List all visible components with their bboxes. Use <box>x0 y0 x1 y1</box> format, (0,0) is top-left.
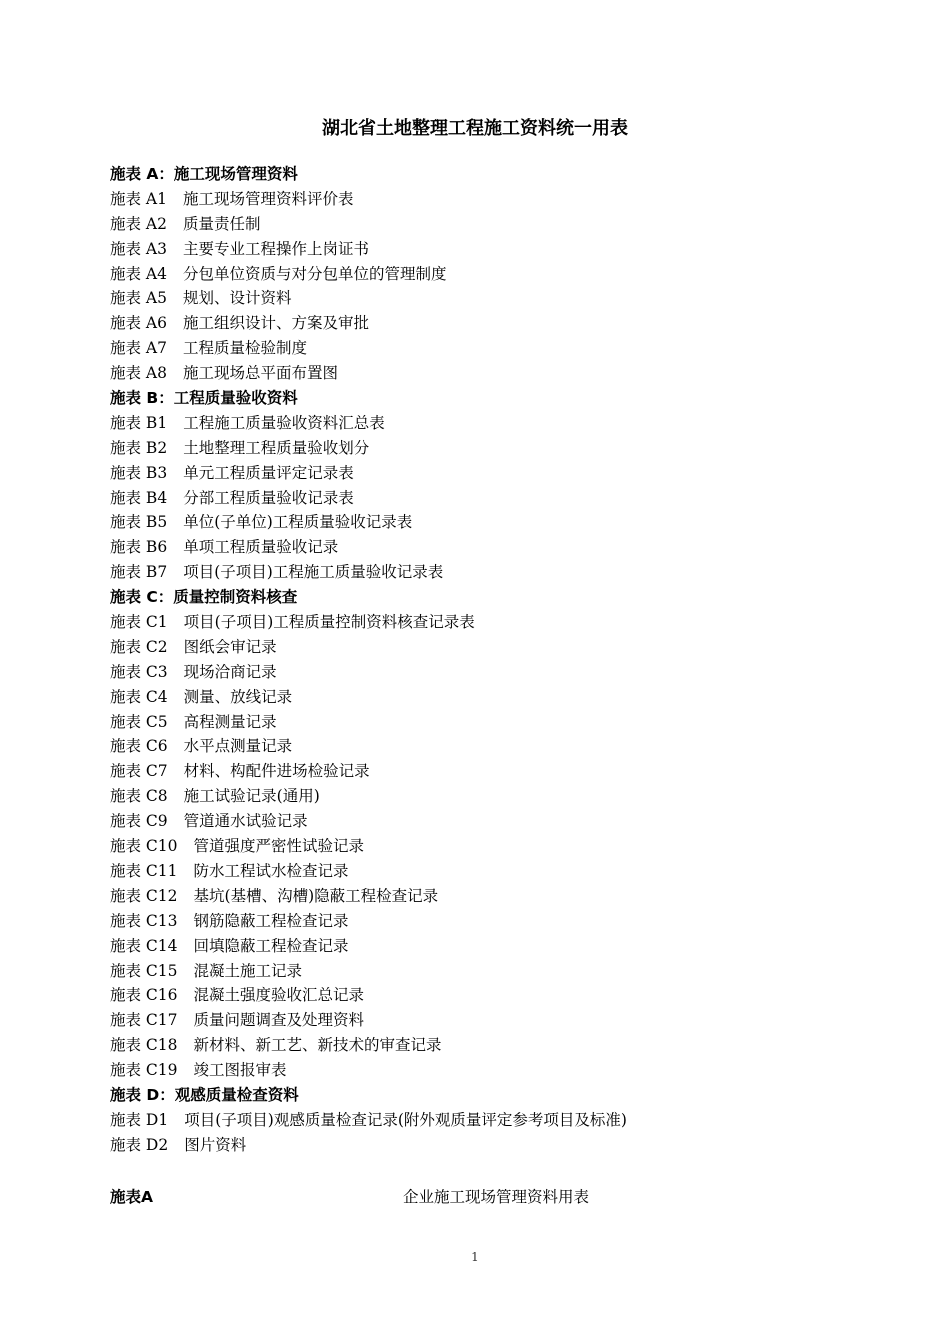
form-code: 施表 C17 <box>110 1011 178 1030</box>
section-heading: 施表 A：施工现场管理资料 <box>110 165 298 183</box>
list-item <box>110 1033 627 1058</box>
form-code: 施表 C3 <box>110 662 168 681</box>
form-code: 施表 A8 <box>110 364 167 383</box>
list-item <box>110 660 627 685</box>
form-title: 土地整理工程质量验收划分 <box>183 438 370 457</box>
form-code: 施表 B1 <box>110 413 168 432</box>
form-title: 主要专业工程操作上岗证书 <box>182 239 369 258</box>
list-item <box>110 710 627 735</box>
list-item <box>110 859 627 884</box>
list-item <box>110 809 627 834</box>
form-title: 材料、构配件进场检验记录 <box>183 762 370 781</box>
list-item <box>110 262 627 287</box>
form-title: 单元工程质量评定记录表 <box>183 463 354 482</box>
form-code: 施表 A2 <box>110 214 167 233</box>
form-title: 图片资料 <box>184 1135 247 1154</box>
form-title: 质量责任制 <box>182 214 261 233</box>
form-title: 水平点测量记录 <box>183 737 293 756</box>
form-code: 施表 D2 <box>110 1135 169 1154</box>
footer-form-title: 企业施工现场管理资料用表 <box>403 1188 590 1206</box>
form-title: 混凝土强度验收汇总记录 <box>193 986 365 1005</box>
list-item <box>110 510 627 535</box>
list-item <box>110 237 627 262</box>
list-item <box>110 535 627 560</box>
form-title: 图纸会审记录 <box>183 637 277 656</box>
form-code: 施表 A1 <box>110 189 167 208</box>
form-code: 施表 C14 <box>110 936 178 955</box>
form-code: 施表 C11 <box>110 861 178 880</box>
list-item <box>110 212 627 237</box>
page-number: 1 <box>471 1250 479 1264</box>
list-item <box>110 560 627 585</box>
form-code: 施表 D1 <box>110 1110 169 1129</box>
list-item <box>110 685 627 710</box>
form-title: 现场洽商记录 <box>183 662 277 681</box>
list-item <box>110 436 627 461</box>
form-title: 混凝土施工记录 <box>193 961 303 980</box>
form-code: 施表 C4 <box>110 687 168 706</box>
form-code: 施表 A3 <box>110 239 167 258</box>
form-title: 高程测量记录 <box>183 712 277 731</box>
footer-form-label: 施表A <box>110 1188 153 1206</box>
list-item <box>110 635 627 660</box>
form-code: 施表 C15 <box>110 961 178 980</box>
table-of-contents <box>110 162 627 1158</box>
page-title: 湖北省土地整理工程施工资料统一用表 <box>322 118 628 139</box>
form-title: 竣工图报审表 <box>193 1061 287 1080</box>
form-code: 施表 B3 <box>110 463 168 482</box>
section-heading: 施表 C：质量控制资料核查 <box>110 588 298 607</box>
list-item <box>110 486 627 511</box>
form-title: 工程施工质量验收资料汇总表 <box>183 413 385 432</box>
form-code: 施表 C12 <box>110 886 178 905</box>
form-title: 管道强度严密性试验记录 <box>193 837 365 856</box>
list-item <box>110 909 627 934</box>
form-title: 测量、放线记录 <box>183 687 293 706</box>
list-item <box>110 1008 627 1033</box>
form-code: 施表 C10 <box>110 837 178 856</box>
form-code: 施表 C2 <box>110 637 168 656</box>
form-code: 施表 C16 <box>110 986 178 1005</box>
list-item <box>110 884 627 909</box>
list-item <box>110 610 627 635</box>
form-code: 施表 C8 <box>110 787 168 806</box>
form-title: 项目(子项目)观感质量检查记录(附外观质量评定参考项目及标准) <box>184 1110 627 1129</box>
form-code: 施表 C13 <box>110 911 178 930</box>
list-item <box>110 934 627 959</box>
list-item <box>110 311 627 336</box>
section-heading: 施表 D：观感质量检查资料 <box>110 1085 299 1104</box>
form-code: 施表 C18 <box>110 1036 178 1055</box>
list-item <box>110 759 627 784</box>
list-item <box>110 411 627 436</box>
list-item <box>110 187 627 212</box>
form-title: 回填隐蔽工程检查记录 <box>193 936 349 955</box>
form-code: 施表 C6 <box>110 737 168 756</box>
form-code: 施表 C1 <box>110 613 168 632</box>
form-code: 施表 B4 <box>110 488 168 507</box>
list-item <box>110 959 627 984</box>
form-code: 施表 A5 <box>110 289 167 308</box>
list-item <box>110 461 627 486</box>
list-item <box>110 1108 627 1133</box>
form-title: 规划、设计资料 <box>182 289 292 308</box>
form-code: 施表 B7 <box>110 563 168 582</box>
form-code: 施表 A4 <box>110 264 167 283</box>
form-title: 分部工程质量验收记录表 <box>183 488 354 507</box>
list-item <box>110 784 627 809</box>
form-title: 新材料、新工艺、新技术的审查记录 <box>193 1036 442 1055</box>
form-code: 施表 C5 <box>110 712 168 731</box>
form-title: 钢筋隐蔽工程检查记录 <box>193 911 349 930</box>
form-title: 项目(子项目)工程施工质量验收记录表 <box>183 563 444 582</box>
form-code: 施表 A6 <box>110 314 167 333</box>
form-title: 施工试验记录(通用) <box>183 787 320 806</box>
form-title: 施工现场总平面布置图 <box>182 364 338 383</box>
list-item <box>110 1133 627 1158</box>
form-title: 基坑(基槽、沟槽)隐蔽工程检查记录 <box>193 886 439 905</box>
form-code: 施表 B6 <box>110 538 168 557</box>
form-code: 施表 C7 <box>110 762 168 781</box>
form-code: 施表 C19 <box>110 1061 178 1080</box>
form-title: 施工组织设计、方案及审批 <box>182 314 369 333</box>
section-heading: 施表 B：工程质量验收资料 <box>110 389 298 408</box>
list-item <box>110 361 627 386</box>
list-item <box>110 834 627 859</box>
form-title: 单项工程质量验收记录 <box>183 538 339 557</box>
form-code: 施表 B5 <box>110 513 168 532</box>
list-item <box>110 286 627 311</box>
form-title: 管道通水试验记录 <box>183 812 308 831</box>
form-code: 施表 B2 <box>110 438 168 457</box>
list-item <box>110 1058 627 1083</box>
form-title: 单位(子单位)工程质量验收记录表 <box>183 513 413 532</box>
form-title: 施工现场管理资料评价表 <box>182 189 354 208</box>
form-title: 质量问题调查及处理资料 <box>193 1011 365 1030</box>
form-title: 工程质量检验制度 <box>182 339 307 358</box>
list-item <box>110 336 627 361</box>
form-code: 施表 C9 <box>110 812 168 831</box>
form-code: 施表 A7 <box>110 339 167 358</box>
list-item <box>110 983 627 1008</box>
form-title: 分包单位资质与对分包单位的管理制度 <box>182 264 447 283</box>
list-item <box>110 734 627 759</box>
form-title: 项目(子项目)工程质量控制资料核查记录表 <box>183 613 475 632</box>
form-title: 防水工程试水检查记录 <box>193 861 349 880</box>
